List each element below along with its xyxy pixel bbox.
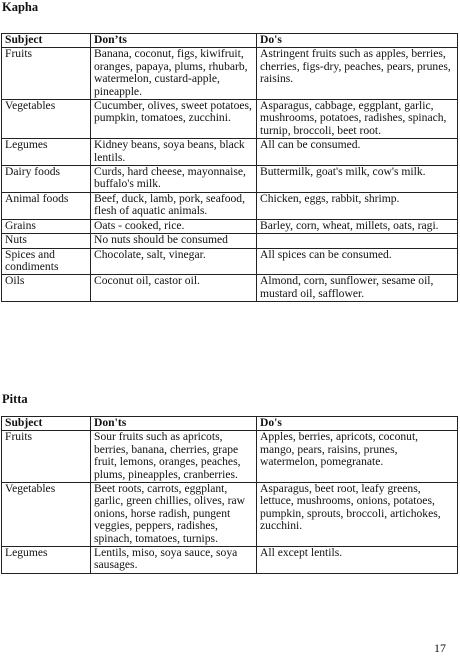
table-row xyxy=(2,275,458,302)
table-row xyxy=(2,166,458,193)
cell-donts: Chocolate, salt, vinegar. xyxy=(91,248,257,275)
cell-subject: Legumes xyxy=(2,139,91,166)
cell-dos: Almond, corn, sunflower, sesame oil, mustard oil, safflower. xyxy=(257,275,458,302)
cell-donts: Cucumber, olives, sweet potatoes, pumpkin, tomatoes, zucchini. xyxy=(91,100,257,139)
table-row xyxy=(2,192,458,219)
cell-donts: Coconut oil, castor oil. xyxy=(91,275,257,302)
cell-dos: All can be consumed. xyxy=(257,139,458,166)
cell-subject: Grains xyxy=(2,219,91,233)
table-row xyxy=(2,248,458,275)
header-subject: Subject xyxy=(2,417,91,431)
table-row xyxy=(2,219,458,233)
cell-donts: Beet roots, carrots, eggplant, garlic, green chillies, olives, raw onions, horse radish, pungent veggies, peppers, radishes, spinach, tomatoes, turnips. xyxy=(91,483,257,547)
cell-dos: Asparagus, cabbage, eggplant, garlic, mushrooms, potatoes, radishes, spinach, turnip, broccoli, beet root. xyxy=(257,100,458,139)
header-donts: Don’ts xyxy=(91,34,257,48)
cell-donts: Curds, hard cheese, mayonnaise, buffalo's milk. xyxy=(91,166,257,193)
cell-dos: Barley, corn, wheat, millets, oats, ragi. xyxy=(257,219,458,233)
header-dos: Do's xyxy=(257,34,458,48)
header-dos: Do's xyxy=(257,417,458,431)
table-row xyxy=(2,431,458,483)
cell-subject: Oils xyxy=(2,275,91,302)
cell-dos: Apples, berries, apricots, coconut, mango, pears, raisins, prunes, watermelon, pomegranate. xyxy=(257,431,458,483)
header-donts: Don'ts xyxy=(91,417,257,431)
header-subject: Subject xyxy=(2,34,91,48)
cell-subject: Dairy foods xyxy=(2,166,91,193)
cell-subject: Vegetables xyxy=(2,483,91,547)
cell-dos: Asparagus, beet root, leafy greens, lettuce, mushrooms, onions, potatoes, pumpkin, sprouts, broccoli, artichokes, zucchini. xyxy=(257,483,458,547)
cell-donts: Banana, coconut, figs, kiwifruit, oranges, papaya, plums, rhubarb, watermelon, custard-apple, pineapple. xyxy=(91,48,257,100)
cell-dos: Buttermilk, goat's milk, cow's milk. xyxy=(257,166,458,193)
cell-subject: Vegetables xyxy=(2,100,91,139)
cell-subject: Fruits xyxy=(2,431,91,483)
cell-donts: No nuts should be consumed xyxy=(91,234,257,248)
cell-donts: Oats - cooked, rice. xyxy=(91,219,257,233)
table-header-row xyxy=(2,417,458,431)
section-title-pitta: Pitta xyxy=(2,392,28,406)
cell-donts: Sour fruits such as apricots, berries, banana, cherries, grape fruit, lemons, oranges, peaches, plums, pineapples, cranberries. xyxy=(91,431,257,483)
table-row xyxy=(2,483,458,547)
table-row xyxy=(2,234,458,248)
cell-donts: Lentils, miso, soya sauce, soya sausages. xyxy=(91,547,257,574)
cell-dos xyxy=(257,234,458,248)
table-row xyxy=(2,139,458,166)
cell-subject: Fruits xyxy=(2,48,91,100)
cell-subject: Spices and condiments xyxy=(2,248,91,275)
cell-subject: Nuts xyxy=(2,234,91,248)
cell-dos: All except lentils. xyxy=(257,547,458,574)
table-header-row xyxy=(2,34,458,48)
cell-donts: Beef, duck, lamb, pork, seafood, flesh of aquatic animals. xyxy=(91,192,257,219)
cell-dos: All spices can be consumed. xyxy=(257,248,458,275)
cell-subject: Animal foods xyxy=(2,192,91,219)
cell-dos: Astringent fruits such as apples, berries, cherries, figs-dry, peaches, pears, prunes, raisins. xyxy=(257,48,458,100)
table-row xyxy=(2,48,458,100)
table-row xyxy=(2,547,458,574)
cell-dos: Chicken, eggs, rabbit, shrimp. xyxy=(257,192,458,219)
cell-donts: Kidney beans, soya beans, black lentils. xyxy=(91,139,257,166)
page-number: 17 xyxy=(434,641,446,655)
table-row xyxy=(2,100,458,139)
pitta-table xyxy=(1,416,458,574)
section-title-kapha: Kapha xyxy=(2,0,39,14)
kapha-table xyxy=(1,33,458,302)
cell-subject: Legumes xyxy=(2,547,91,574)
